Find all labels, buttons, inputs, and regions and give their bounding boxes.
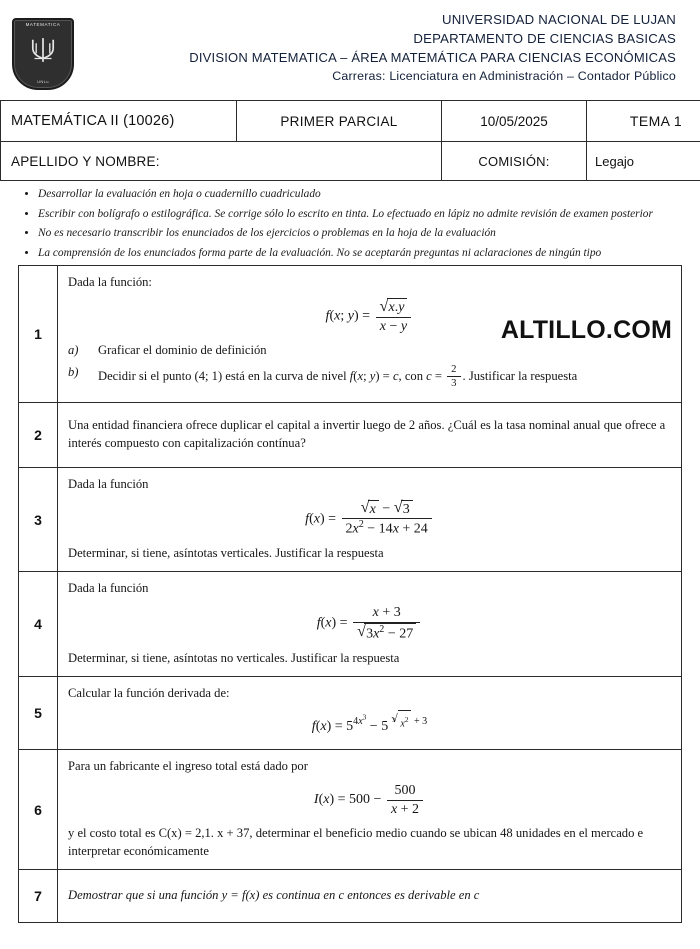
question-number: 6 xyxy=(19,750,58,870)
exam-type-cell: PRIMER PARCIAL xyxy=(237,101,442,142)
exam-tema-cell: TEMA 1 xyxy=(587,101,700,142)
careers-line: Carreras: Licenciatura en Administración – Contador Público xyxy=(332,69,676,83)
list-item: • La comprensión de los enunciados forma parte de la evaluación. No se aceptarán preguntas ni aclaraciones de ningún tipo xyxy=(38,246,684,262)
subitem-label-b: b) xyxy=(68,365,79,379)
question-body-3 xyxy=(58,467,682,572)
question-number: 5 xyxy=(19,677,58,750)
legajo-cell: Legajo xyxy=(587,142,700,181)
question-4-outro: Determinar, si tiene, asíntotas no verticales. Justificar la respuesta xyxy=(68,651,400,666)
question-number: 7 xyxy=(19,870,58,923)
document-header xyxy=(0,0,700,94)
question-body-2: Una entidad financiera ofrece duplicar el capital a invertir luego de 2 años. ¿Cuál es la tasa nominal anual que ofrece a interés compuesto con capitalización contínua? xyxy=(58,402,682,467)
exam-info-table xyxy=(0,100,700,181)
subitem-text-b: Decidir si el punto (4; 1) está en la curva de nivel f(x; y) = c, con c = $\frac{2}{3}$ . Justificar la respuesta xyxy=(98,363,578,390)
instructions-block xyxy=(16,187,684,261)
question-3-formula: f(x) = √ $\frac{x - √ 3}{2x^2 - 14x + 24}$ xyxy=(68,500,671,539)
question-5-formula: $f(x) = 5^{4x^3} - 5$ $^{^3 √ x^2 + 3}$ xyxy=(68,709,671,736)
watermark-altillo: ALTILLO.COM xyxy=(500,316,672,344)
university-name: UNIVERSIDAD NACIONAL DE LUJAN xyxy=(442,12,676,27)
question-1-intro: Dada la función: xyxy=(68,275,152,289)
list-item xyxy=(68,363,671,391)
subject-cell: MATEMÁTICA II (10026) xyxy=(1,101,237,142)
logo-bottom-text: UNLu xyxy=(37,79,49,84)
question-number: 2 xyxy=(19,402,58,467)
question-3-intro: Dada la función xyxy=(68,476,149,491)
subitem-text-a: Graficar el dominio de definición xyxy=(98,343,267,357)
table-row xyxy=(19,572,682,677)
division-name: DIVISION MATEMATICA – ÁREA MATEMÁTICA PARA CIENCIAS ECONÓMICAS xyxy=(189,50,676,65)
question-body-4 xyxy=(58,572,682,677)
question-3-outro: Determinar, si tiene, asíntotas verticales. Justificar la respuesta xyxy=(68,546,384,561)
subitem-b-before: Decidir si el punto (4; 1) está en la curva de nivel xyxy=(98,368,347,383)
table-row xyxy=(19,402,682,467)
question-6-intro: Para un fabricante el ingreso total está dado por xyxy=(68,759,308,774)
question-body-6 xyxy=(58,750,682,870)
question-body-7: Demostrar que si una función y = f(x) es continua en c entonces es derivable en c xyxy=(58,870,682,923)
exam-date-cell: 10/05/2025 xyxy=(442,101,587,142)
student-name-cell: APELLIDO Y NOMBRE: xyxy=(1,142,442,181)
question-number: 1 xyxy=(19,266,58,403)
list-item: • Escribir con bolígrafo o estilográfica. Se corrige sólo lo escrito en tinta. Lo efectuado en lápiz no admite revisión de examen posterior xyxy=(38,207,684,223)
question-4-formula: f(x) = x + 3 √ $3x^2 - 27$ xyxy=(68,604,671,643)
question-body-5 xyxy=(58,677,682,750)
trident-emblem-icon xyxy=(26,33,60,67)
question-5-intro: Calcular la función derivada de: xyxy=(68,686,230,701)
university-logo xyxy=(12,18,74,90)
question-1-subitems xyxy=(68,341,671,391)
question-6-outro: y el costo total es C(x) = 2,1. x + 37, determinar el beneficio medio cuando se ubican 48 unidades en el mercado e interpretar económicamente xyxy=(68,826,644,859)
table-row xyxy=(1,142,700,181)
table-row xyxy=(19,467,682,572)
department-name: DEPARTAMENTO DE CIENCIAS BASICAS xyxy=(413,31,676,46)
table-row xyxy=(19,870,682,923)
logo-top-text: MATEMATICA xyxy=(25,22,61,27)
subitem-label-a: a) xyxy=(68,343,79,357)
question-6-formula: I(x) = 500 − $\frac{500}{x + 2}$ xyxy=(68,782,671,818)
question-number: 4 xyxy=(19,572,58,677)
table-row xyxy=(19,677,682,750)
commission-cell: COMISIÓN: xyxy=(442,142,587,181)
institution-heading xyxy=(74,10,682,86)
question-4-intro: Dada la función xyxy=(68,581,149,596)
table-row xyxy=(19,750,682,870)
question-1-formula: f(x; y) = √ $\frac{x.y}{x - y}$ xyxy=(68,298,671,335)
table-row xyxy=(1,101,700,142)
questions-table xyxy=(18,265,682,923)
question-number: 3 xyxy=(19,467,58,572)
list-item: • No es necesario transcribir los enunciados de los ejercicios o problemas en la hoja de la evaluación xyxy=(38,226,684,242)
list-item: • Desarrollar la evaluación en hoja o cuadernillo cuadriculado xyxy=(38,187,684,203)
